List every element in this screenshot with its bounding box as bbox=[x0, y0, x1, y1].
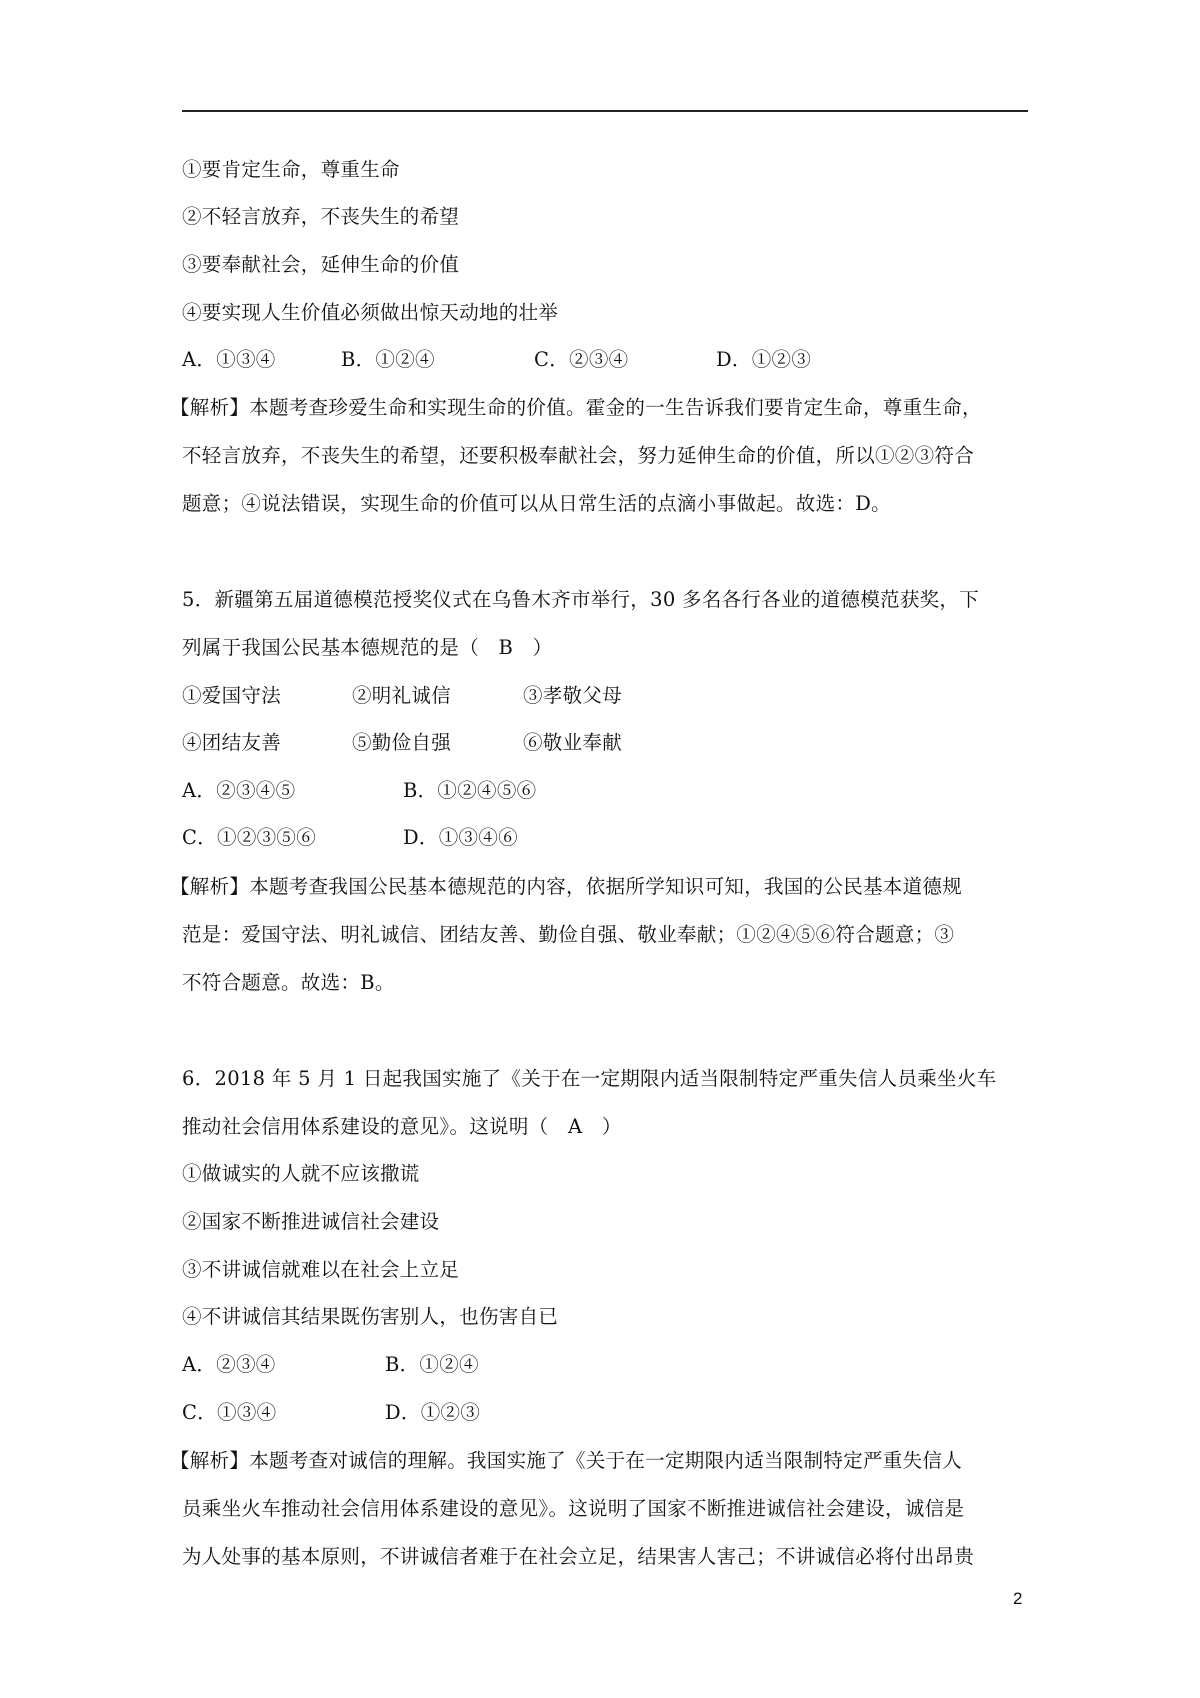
q5-stem-line-2: 列属于我国公民基本德规范的是（ B ） bbox=[182, 636, 553, 659]
q5-item-5: ⑤勤俭自强 bbox=[352, 731, 452, 754]
q5-stem-line-1: 5．新疆第五届道德模范授奖仪式在乌鲁木齐市举行，30 多名各行各业的道德模范获奖，下 bbox=[182, 588, 980, 611]
q6-option-a: A．②③④ bbox=[182, 1353, 276, 1376]
q5-item-6: ⑥敬业奉献 bbox=[523, 731, 623, 754]
q6-option-b: B．①②④ bbox=[385, 1353, 479, 1376]
q5-analysis-line-2: 范是：爱国守法、明礼诚信、团结友善、勤俭自强、敬业奉献；①②④⑤⑥符合题意；③ bbox=[182, 923, 955, 946]
q6-item-2: ②国家不断推进诚信社会建设 bbox=[182, 1210, 440, 1233]
header-rule bbox=[182, 110, 1028, 112]
q6-analysis-line-1: 【解析】本题考查对诚信的理解。我国实施了《关于在一定期限内适当限制特定严重失信人 bbox=[170, 1449, 963, 1472]
q4-item-1: ①要肯定生命，尊重生命 bbox=[182, 158, 400, 181]
q6-item-1: ①做诚实的人就不应该撒谎 bbox=[182, 1162, 420, 1185]
q6-analysis-line-3: 为人处事的基本原则，不讲诚信者难于在社会立足，结果害人害己；不讲诚信必将付出昂贵 bbox=[182, 1545, 975, 1568]
q4-option-b: B．①②④ bbox=[341, 348, 435, 371]
q5-analysis-line-1: 【解析】本题考查我国公民基本德规范的内容，依据所学知识可知，我国的公民基本道德规 bbox=[170, 875, 963, 898]
q5-option-a: A．②③④⑤ bbox=[182, 779, 296, 802]
q5-option-c: C．①②③⑤⑥ bbox=[182, 826, 317, 849]
q6-stem-line-2: 推动社会信用体系建设的意见》。这说明（ A ） bbox=[182, 1115, 622, 1138]
q4-analysis-line-2: 不轻言放弃，不丧失生的希望，还要积极奉献社会，努力延伸生命的价值，所以①②③符合 bbox=[182, 444, 975, 467]
q6-item-3: ③不讲诚信就难以在社会上立足 bbox=[182, 1258, 460, 1281]
q6-stem-line-1: 6．2018 年 5 月 1 日起我国实施了《关于在一定期限内适当限制特定严重失信人员乘坐火车 bbox=[182, 1067, 997, 1090]
q4-item-2: ②不轻言放弃，不丧失生的希望 bbox=[182, 205, 460, 228]
q6-option-d: D．①②③ bbox=[385, 1401, 481, 1424]
q6-analysis-line-2: 员乘坐火车推动社会信用体系建设的意见》。这说明了国家不断推进诚信社会建设，诚信是 bbox=[182, 1497, 965, 1520]
q5-item-2: ②明礼诚信 bbox=[352, 684, 452, 707]
q4-option-d: D．①②③ bbox=[716, 348, 812, 371]
q6-option-c: C．①③④ bbox=[182, 1401, 277, 1424]
q4-item-3: ③要奉献社会，延伸生命的价值 bbox=[182, 253, 460, 276]
q4-option-a: A．①③④ bbox=[182, 348, 276, 371]
q5-option-b: B．①②④⑤⑥ bbox=[403, 779, 537, 802]
page-number: 2 bbox=[1013, 1589, 1023, 1608]
q4-analysis-line-3: 题意；④说法错误，实现生命的价值可以从日常生活的点滴小事做起。故选：D。 bbox=[182, 492, 891, 515]
q4-analysis-line-1: 【解析】本题考查珍爱生命和实现生命的价值。霍金的一生告诉我们要肯定生命，尊重生命， bbox=[170, 396, 982, 419]
q5-item-1: ①爱国守法 bbox=[182, 684, 282, 707]
q5-analysis-line-3: 不符合题意。故选：B。 bbox=[182, 971, 395, 994]
q4-option-c: C．②③④ bbox=[534, 348, 629, 371]
q5-option-d: D．①③④⑥ bbox=[403, 826, 518, 849]
q4-item-4: ④要实现人生价值必须做出惊天动地的壮举 bbox=[182, 301, 559, 324]
q6-item-4: ④不讲诚信其结果既伤害别人，也伤害自已 bbox=[182, 1305, 559, 1328]
q5-item-3: ③孝敬父母 bbox=[523, 684, 623, 707]
q5-item-4: ④团结友善 bbox=[182, 731, 282, 754]
